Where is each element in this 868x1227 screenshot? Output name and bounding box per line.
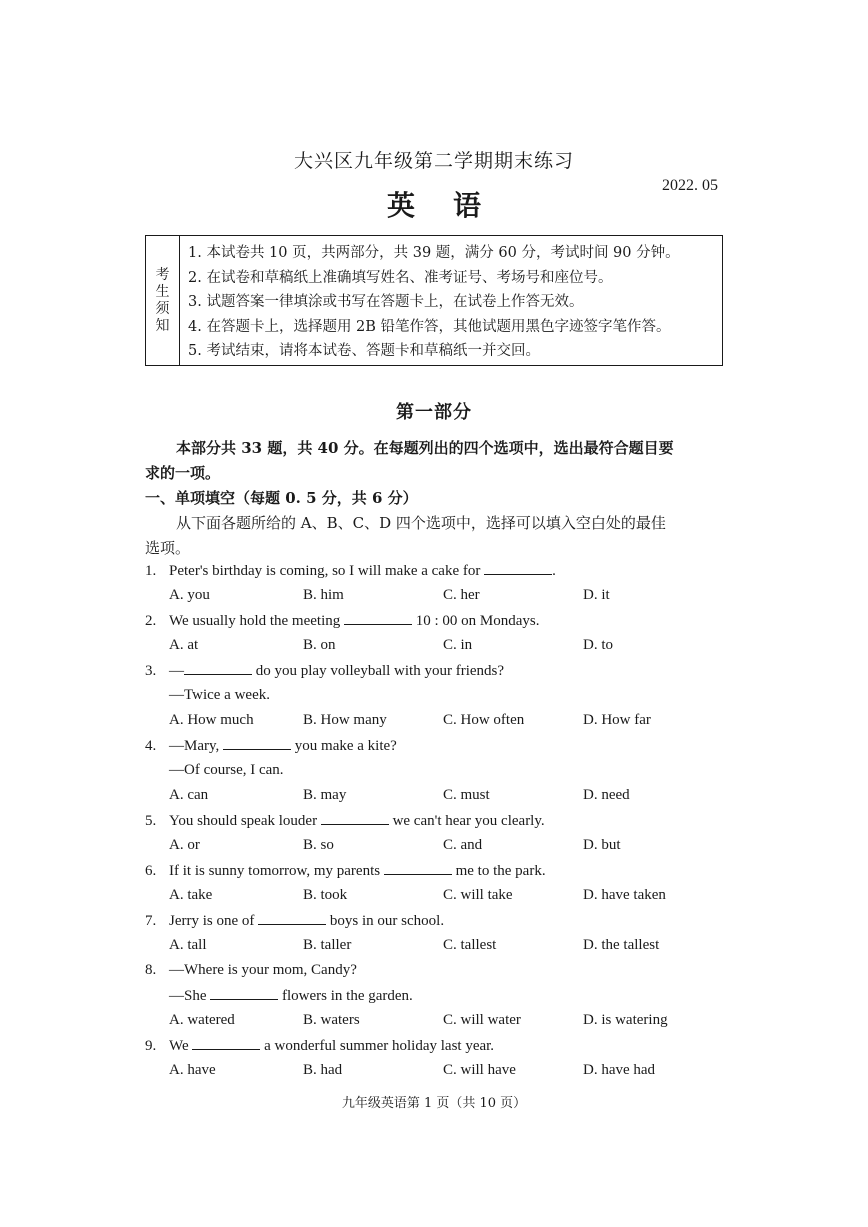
option-b: B. may [303, 787, 347, 803]
option-b: B. had [303, 1062, 343, 1078]
option-a: A. or [169, 837, 200, 853]
question-4-reply: —Of course, I can. [169, 762, 284, 778]
option-d: D. is watering [583, 1012, 668, 1028]
question-8-reply [169, 987, 413, 1005]
question-text: boys in our school. [326, 913, 445, 929]
section-title: 一、单项填空（每题 0. 5 分，共 6 分） [145, 489, 418, 507]
question-4 [145, 737, 397, 755]
option-d: D. to [583, 637, 613, 653]
question-text: we can't hear you clearly. [388, 813, 545, 829]
notice-item: 2. 在试卷和草稿纸上准确填写姓名、准考证号、考场号和座位号。 [188, 269, 613, 286]
question-number: 6. [145, 863, 157, 879]
option-c: C. and [443, 837, 483, 853]
option-d: D. the tallest [583, 937, 660, 953]
question-number: 5. [145, 813, 157, 829]
question-text: . [552, 563, 556, 579]
option-b: B. on [303, 637, 336, 653]
answer-blank [223, 737, 291, 750]
notice-label [146, 236, 180, 365]
notice-label-char: 考 [155, 266, 170, 283]
option-a: A. can [169, 787, 209, 803]
answer-blank [384, 862, 452, 875]
notice-label-char: 须 [155, 300, 170, 317]
question-text: Jerry is one of [169, 913, 259, 929]
question-text: 10 : 00 on Mondays. [412, 613, 540, 629]
page-footer: 九年级英语第 1 页（共 10 页） [341, 1096, 527, 1111]
notice-box [145, 235, 723, 366]
reply-text: —She [169, 988, 211, 1004]
option-b: B. him [303, 587, 344, 603]
option-b: B. waters [303, 1012, 360, 1028]
answer-blank [192, 1037, 260, 1050]
question-number: 2. [145, 613, 157, 629]
question-1 [145, 562, 556, 580]
question-8 [145, 962, 357, 979]
question-3-reply: —Twice a week. [169, 687, 270, 703]
notice-label-char: 生 [155, 283, 170, 300]
option-d: D. need [583, 787, 630, 803]
option-a: A. take [169, 887, 213, 903]
option-d: D. have taken [583, 887, 666, 903]
option-c: C. must [443, 787, 490, 803]
option-b: B. so [303, 837, 334, 853]
exam-title: 大兴区九年级第二学期期末练习 [293, 150, 574, 172]
option-c: C. will water [443, 1012, 521, 1028]
question-number: 7. [145, 913, 157, 929]
option-a: A. you [169, 587, 210, 603]
option-d: D. have had [583, 1062, 656, 1078]
part-intro-cont: 求的一项。 [145, 464, 221, 482]
section-instruction: 从下面各题所给的 A、B、C、D 四个选项中，选择可以填入空白处的最佳 [176, 514, 666, 532]
question-text: do you play volleyball with your friends? [252, 663, 505, 679]
question-number: 8. [145, 962, 157, 978]
exam-date: 2022. 05 [662, 177, 718, 194]
answer-blank [321, 812, 389, 825]
option-c: C. How often [443, 712, 525, 728]
question-text: Peter's birthday is coming, so I will make a cake for [169, 563, 485, 579]
notice-label-char: 知 [155, 317, 170, 334]
question-text: We [169, 1038, 193, 1054]
option-b: B. taller [303, 937, 352, 953]
option-c: C. in [443, 637, 473, 653]
notice-item: 3. 试题答案一律填涂或书写在答题卡上，在试卷上作答无效。 [188, 294, 584, 310]
option-a: A. have [169, 1062, 216, 1078]
option-b: B. took [303, 887, 348, 903]
notice-item: 5. 考试结束，请将本试卷、答题卡和草稿纸一并交回。 [188, 343, 540, 359]
option-a: A. at [169, 637, 199, 653]
section-instruction-cont: 选项。 [145, 539, 191, 557]
question-number: 1. [145, 563, 157, 579]
option-c: C. will take [443, 887, 513, 903]
option-c: C. her [443, 587, 480, 603]
question-2 [145, 612, 540, 630]
option-a: A. tall [169, 937, 207, 953]
option-d: D. it [583, 587, 610, 603]
option-a: A. watered [169, 1012, 235, 1028]
question-number: 3. [145, 663, 157, 679]
option-c: C. will have [443, 1062, 516, 1078]
answer-blank [344, 612, 412, 625]
question-text: —Mary, [169, 738, 224, 754]
option-c: C. tallest [443, 937, 497, 953]
option-d: D. but [583, 837, 621, 853]
part-title: 第一部分 [396, 402, 472, 423]
question-text: —Where is your mom, Candy? [169, 962, 357, 978]
question-text: a wonderful summer holiday last year. [260, 1038, 495, 1054]
notice-item: 1. 本试卷共 10 页，共两部分，共 39 题，满分 60 分，考试时间 90 分钟。 [188, 245, 680, 261]
question-9 [145, 1037, 494, 1055]
answer-blank [484, 562, 552, 575]
question-text: We usually hold the meeting [169, 613, 345, 629]
option-b: B. How many [303, 712, 387, 728]
part-intro: 本部分共 33 题，共 40 分。在每题列出的四个选项中，选出最符合题目要 [176, 439, 674, 457]
question-number: 4. [145, 738, 157, 754]
notice-list [188, 241, 680, 364]
question-text: me to the park. [451, 863, 546, 879]
question-3 [145, 662, 504, 680]
question-text: you make a kite? [291, 738, 397, 754]
question-number: 9. [145, 1038, 157, 1054]
answer-blank [184, 662, 252, 675]
option-a: A. How much [169, 712, 254, 728]
answer-blank [210, 987, 278, 1000]
notice-item: 4. 在答题卡上，选择题用 2B 铅笔作答，其他试题用黑色字迹签字笔作答。 [188, 318, 671, 335]
question-7 [145, 912, 444, 930]
answer-blank [258, 912, 326, 925]
question-text: You should speak louder [169, 813, 321, 829]
option-d: D. How far [583, 712, 651, 728]
subject-title: 英语 [386, 189, 519, 222]
question-5 [145, 812, 545, 830]
question-text: — [169, 663, 184, 679]
reply-text: flowers in the garden. [278, 988, 413, 1004]
question-text: If it is sunny tomorrow, my parents [169, 863, 384, 879]
question-6 [145, 862, 546, 880]
